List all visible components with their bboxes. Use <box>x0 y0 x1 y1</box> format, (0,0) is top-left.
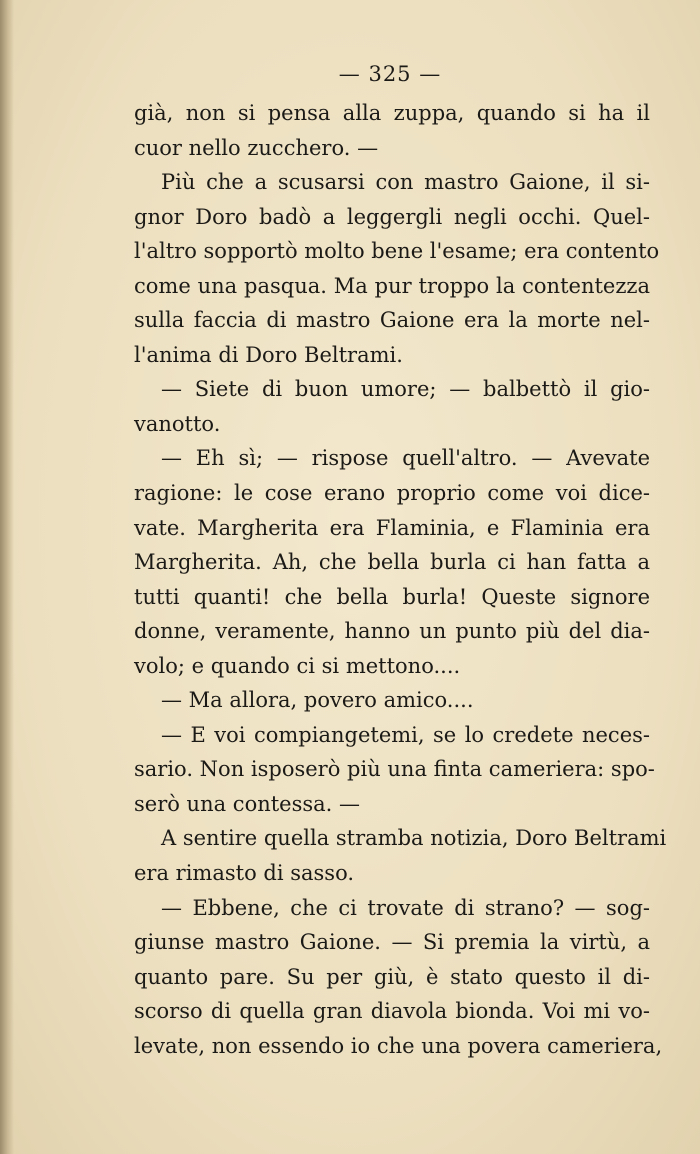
text-line: ragione: le cose erano proprio come voi dice- <box>134 481 650 506</box>
text-line: gnor Doro badò a leggergli negli occhi. Quel- <box>134 204 650 229</box>
text-line: donne, veramente, hanno un punto più del dia- <box>134 619 650 644</box>
text-line: quanto pare. Su per giù, è stato questo il di- <box>134 964 650 989</box>
text-line: levate, non essendo io che una povera cameriera, <box>134 1033 663 1058</box>
body-text <box>134 96 667 1063</box>
text-line: cuor nello zucchero. — <box>134 135 379 160</box>
text-line: sario. Non isposerò più una finta cameriera: spo- <box>134 757 655 782</box>
text-line: — Ma allora, povero amico.... <box>161 688 474 713</box>
text-line: già, non si pensa alla zuppa, quando si ha il <box>134 101 650 125</box>
binding-edge <box>0 0 14 1154</box>
text-line: scorso di quella gran diavola bionda. Voi mi vo- <box>134 999 650 1024</box>
text-line: — Eh sì; — rispose quell'altro. — Avevate <box>161 446 650 471</box>
text-line: Più che a scusarsi con mastro Gaione, il si- <box>161 170 650 195</box>
text-line: — E voi compiangetemi, se lo credete neces- <box>161 722 650 747</box>
text-line: A sentire quella stramba notizia, Doro Beltrami <box>161 826 667 851</box>
text-line: l'altro sopportò molto bene l'esame; era contento <box>134 239 660 264</box>
text-line: — Siete di buon umore; — balbettò il gio- <box>161 377 650 402</box>
text-line: vanotto. <box>134 411 221 436</box>
page-number: — 325 — <box>338 62 442 86</box>
text-line: Margherita. Ah, che bella burla ci han fatta a <box>134 550 650 575</box>
text-line: era rimasto di sasso. <box>134 861 355 886</box>
text-line: l'anima di Doro Beltrami. <box>134 342 403 367</box>
text-line: volo; e quando ci si mettono.... <box>134 653 461 678</box>
text-line: tutti quanti! che bella burla! Queste signore <box>134 584 650 609</box>
text-line: serò una contessa. — <box>134 791 361 816</box>
text-line: sulla faccia di mastro Gaione era la morte nel- <box>134 308 650 333</box>
text-line: giunse mastro Gaione. — Si premia la virtù, a <box>134 930 650 955</box>
text-line: come una pasqua. Ma pur troppo la contentezza <box>134 273 650 298</box>
text-line: vate. Margherita era Flaminia, e Flaminia era <box>134 515 650 540</box>
text-line: — Ebbene, che ci trovate di strano? — sog- <box>161 895 650 920</box>
